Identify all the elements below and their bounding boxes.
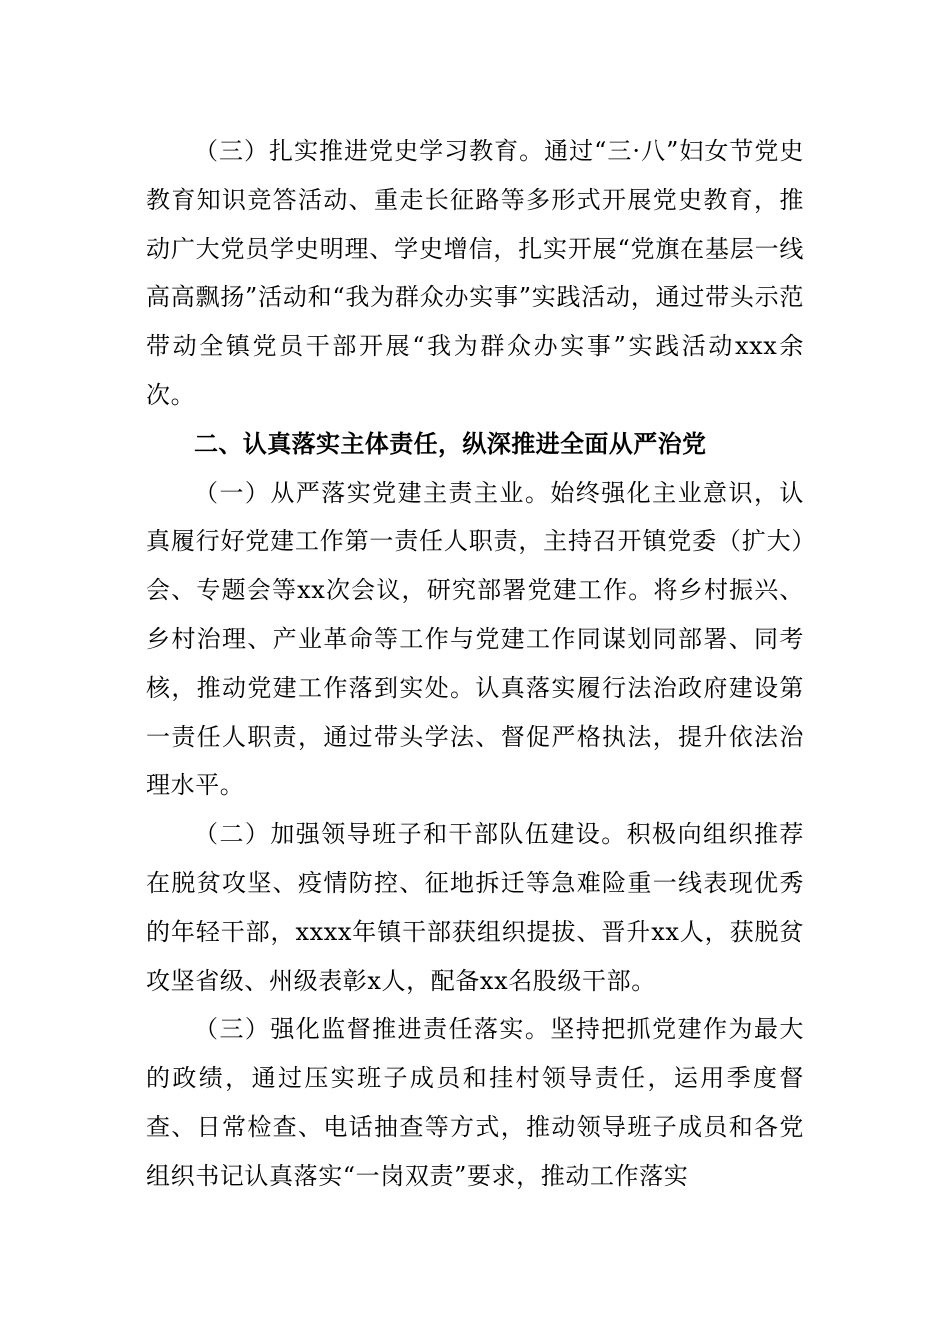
document-body <box>146 127 804 1201</box>
paragraph-party-building-duty: （一）从严落实党建主责主业。始终强化主业意识，认真履行好党建工作第一责任人职责，主持召开镇党委（扩大）会、专题会等xx次会议，研究部署党建工作。将乡村振兴、乡村治理、产业革命等工作与党建工作同谋划同部署、同考核，推动党建工作落到实处。认真落实履行法治政府建设第一责任人职责，通过带头学法、督促严格执法，提升依法治理水平。 <box>146 478 804 800</box>
paragraph-party-history-education: （三）扎实推进党史学习教育。通过“三·八”妇女节党史教育知识竞答活动、重走长征路等多形式开展党史教育，推动广大党员学史明理、学史增信，扎实开展“党旗在基层一线高高飘扬”活动和“我为群众办实事”实践活动，通过带头示范带动全镇党员干部开展“我为群众办实事”实践活动xxx余次。 <box>146 137 804 409</box>
paragraph-supervision-responsibility: （三）强化监督推进责任落实。坚持把抓党建作为最大的政绩，通过压实班子成员和挂村领导责任，运用季度督查、日常检查、电话抽查等方式，推动领导班子成员和各党组织书记认真落实“一岗双责”要求，推动工作落实 <box>146 1015 804 1190</box>
paragraph-leadership-team-building: （二）加强领导班子和干部队伍建设。积极向组织推荐在脱贫攻坚、疫情防控、征地拆迁等急难险重一线表现优秀的年轻干部，xxxx年镇干部获组织提拔、晋升xx人，获脱贫攻坚省级、州级表彰x人，配备xx名股级干部。 <box>146 820 804 995</box>
section-heading-main-responsibility: 二、认真落实主体责任，纵深推进全面从严治党 <box>194 429 707 458</box>
